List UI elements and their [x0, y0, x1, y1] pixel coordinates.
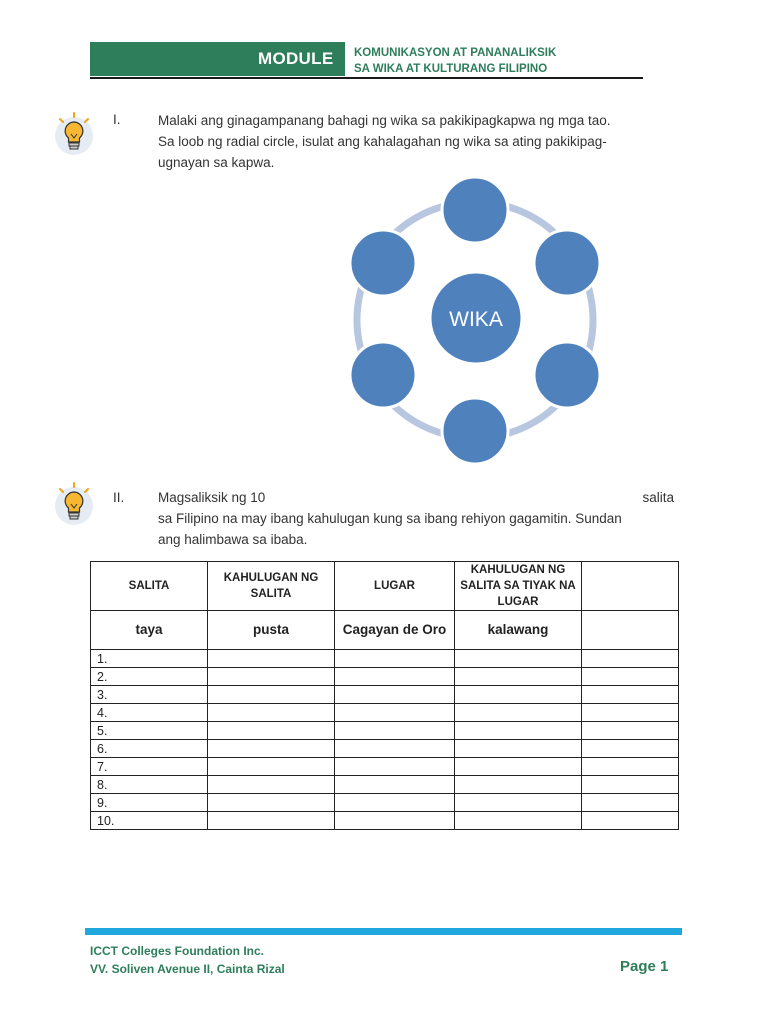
table-cell[interactable]: [455, 740, 582, 758]
table-cell[interactable]: [208, 668, 335, 686]
example-blank: [582, 611, 679, 650]
table-row: [91, 722, 679, 740]
footer-organization: [90, 942, 285, 978]
outer-node-5: [350, 342, 416, 408]
section2-line1-start: Magsaliksik ng 10: [158, 490, 266, 505]
example-kahulugan-sa-lugar: kalawang: [455, 611, 582, 650]
section2-line1: [158, 487, 678, 508]
row-number: 4.: [91, 704, 208, 722]
row-number: 2.: [91, 668, 208, 686]
table-cell[interactable]: [582, 812, 679, 830]
table-cell[interactable]: [335, 668, 455, 686]
table-cell[interactable]: [455, 650, 582, 668]
table-row: [91, 650, 679, 668]
table-row: [91, 668, 679, 686]
section2-line1-end: salita: [642, 490, 674, 505]
section1-line2: Sa loob ng radial circle, isulat ang kahalagahan ng wika sa ating pakikipag-: [158, 134, 607, 149]
outer-node-4: [442, 398, 508, 464]
section2-line3: ang halimbawa sa ibaba.: [158, 532, 308, 547]
table-cell[interactable]: [455, 686, 582, 704]
outer-node-6: [350, 230, 416, 296]
section2-instructions: [158, 487, 678, 550]
table-cell[interactable]: [335, 704, 455, 722]
subject-title-line2: SA WIKA AT KULTURANG FILIPINO: [354, 63, 548, 75]
table-row: [91, 740, 679, 758]
table-cell[interactable]: [335, 650, 455, 668]
footer-address: VV. Soliven Avenue II, Cainta Rizal: [90, 962, 285, 976]
table-cell[interactable]: [455, 794, 582, 812]
section1-line1: Malaki ang ginagampanang bahagi ng wika sa pakikipagkapwa ng mga tao.: [158, 113, 611, 128]
row-number: 1.: [91, 650, 208, 668]
page-number: Page 1: [620, 958, 669, 975]
example-lugar: Cagayan de Oro: [335, 611, 455, 650]
header-salita: SALITA: [91, 562, 208, 611]
table-cell[interactable]: [208, 704, 335, 722]
table-cell[interactable]: [335, 776, 455, 794]
footer-org-name: ICCT Colleges Foundation Inc.: [90, 944, 264, 958]
lightbulb-icon: [52, 110, 96, 160]
section-number-1: I.: [113, 112, 121, 127]
table-cell[interactable]: [208, 776, 335, 794]
row-number: 7.: [91, 758, 208, 776]
table-cell[interactable]: [208, 740, 335, 758]
table-cell[interactable]: [582, 650, 679, 668]
table-cell[interactable]: [335, 758, 455, 776]
example-salita: taya: [91, 611, 208, 650]
table-header-row: [91, 562, 679, 611]
table-cell[interactable]: [208, 650, 335, 668]
section1-instructions: [158, 110, 611, 173]
row-number: 3.: [91, 686, 208, 704]
table-cell[interactable]: [455, 722, 582, 740]
center-node-label: WIKA: [449, 308, 503, 331]
table-cell[interactable]: [582, 794, 679, 812]
row-number: 10.: [91, 812, 208, 830]
table-cell[interactable]: [335, 812, 455, 830]
row-number: 9.: [91, 794, 208, 812]
table-cell[interactable]: [455, 812, 582, 830]
table-cell[interactable]: [582, 722, 679, 740]
lightbulb-icon: [52, 480, 96, 530]
table-cell[interactable]: [335, 686, 455, 704]
header-kahulugan-sa-lugar: KAHULUGAN NG SALITA SA TIYAK NA LUGAR: [455, 562, 582, 611]
table-cell[interactable]: [335, 722, 455, 740]
header-blank: [582, 562, 679, 611]
outer-node-2: [534, 230, 600, 296]
module-label: MODULE: [258, 49, 334, 68]
table-row: [91, 776, 679, 794]
table-cell[interactable]: [455, 776, 582, 794]
table-cell[interactable]: [335, 794, 455, 812]
example-row: [91, 611, 679, 650]
table-cell[interactable]: [582, 740, 679, 758]
outer-node-1: [442, 177, 508, 243]
table-cell[interactable]: [455, 758, 582, 776]
table-cell[interactable]: [335, 740, 455, 758]
row-number: 8.: [91, 776, 208, 794]
table-row: [91, 794, 679, 812]
table-cell[interactable]: [582, 704, 679, 722]
table-cell[interactable]: [582, 686, 679, 704]
table-row: [91, 686, 679, 704]
radial-circle-diagram: [340, 175, 610, 470]
table-cell[interactable]: [582, 758, 679, 776]
table-cell[interactable]: [582, 668, 679, 686]
table-cell[interactable]: [455, 668, 582, 686]
footer-bar: [85, 928, 682, 935]
table-cell[interactable]: [582, 776, 679, 794]
table-cell[interactable]: [208, 722, 335, 740]
subject-title: [354, 45, 556, 77]
table-cell[interactable]: [208, 758, 335, 776]
table-cell[interactable]: [208, 686, 335, 704]
table-row: [91, 758, 679, 776]
table-row: [91, 704, 679, 722]
section2-line2: sa Filipino na may ibang kahulugan kung sa ibang rehiyon gagamitin. Sundan: [158, 511, 622, 526]
header-lugar: LUGAR: [335, 562, 455, 611]
example-kahulugan: pusta: [208, 611, 335, 650]
section1-line3: ugnayan sa kapwa.: [158, 155, 275, 170]
table-cell[interactable]: [455, 704, 582, 722]
row-number: 6.: [91, 740, 208, 758]
outer-node-3: [534, 342, 600, 408]
table-cell[interactable]: [208, 794, 335, 812]
table-cell[interactable]: [208, 812, 335, 830]
header-divider: [90, 77, 643, 79]
word-meaning-table: [90, 561, 679, 830]
subject-title-line1: KOMUNIKASYON AT PANANALIKSIK: [354, 47, 557, 59]
row-number: 5.: [91, 722, 208, 740]
header-kahulugan: KAHULUGAN NG SALITA: [208, 562, 335, 611]
table-row: [91, 812, 679, 830]
section-number-2: II.: [113, 490, 125, 505]
